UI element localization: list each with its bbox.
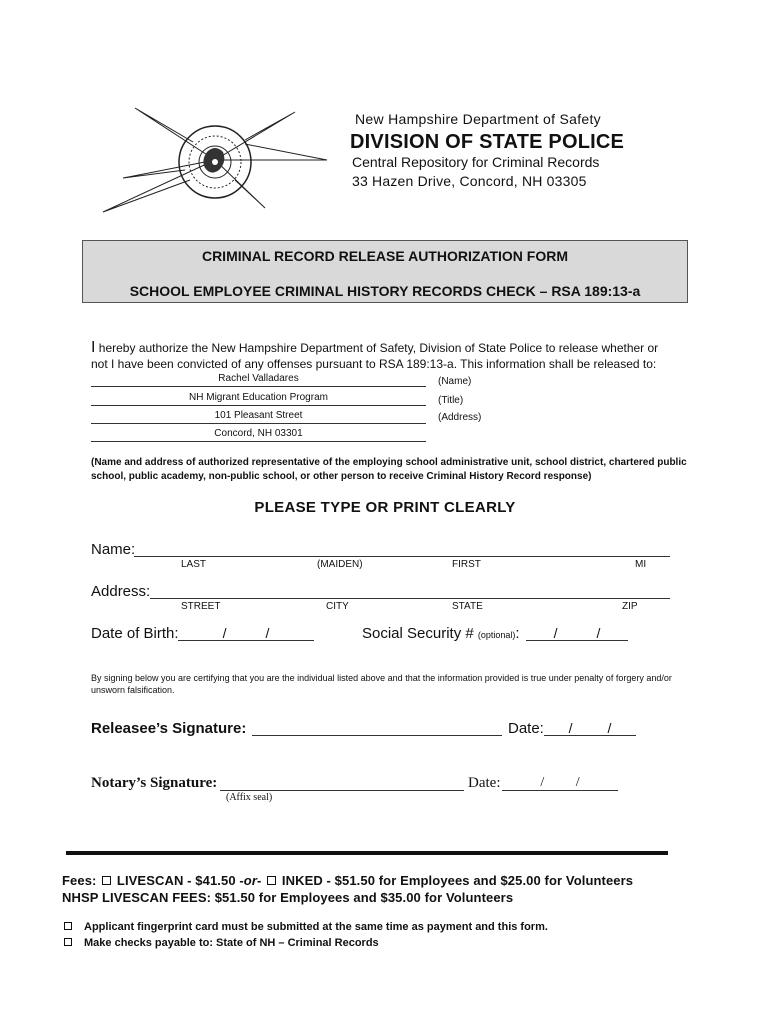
releasee-signature-field[interactable] xyxy=(252,720,502,736)
ssn-optional-note: (optional) xyxy=(477,630,516,640)
form-title: CRIMINAL RECORD RELEASE AUTHORIZATION FORM xyxy=(201,248,569,264)
department-address: 33 Hazen Drive, Concord, NH 03305 xyxy=(352,173,587,189)
print-clearly-heading: PLEASE TYPE OR PRINT CLEARLY xyxy=(254,499,516,516)
name-mi-caption: MI xyxy=(635,559,647,570)
ssn-input[interactable]: / / xyxy=(526,625,628,641)
inked-fee: INKED - $51.50 for Employees and $25.00 for Volunteers xyxy=(281,873,634,888)
department-name: New Hampshire Department of Safety xyxy=(355,111,601,127)
livescan-fee: LIVESCAN - $41.50 - xyxy=(116,873,244,888)
ssn-label xyxy=(362,625,520,642)
form-subtitle: SCHOOL EMPLOYEE CRIMINAL HISTORY RECORDS CHECK – RSA 189:13-a xyxy=(129,283,641,299)
instruction-item xyxy=(64,921,548,933)
repository-name: Central Repository for Criminal Records xyxy=(352,154,600,170)
nhsp-fees-line: NHSP LIVESCAN FEES: $51.50 for Employees and $35.00 for Volunteers xyxy=(62,890,514,905)
name-first-caption: FIRST xyxy=(452,559,481,570)
recipient-name-label: (Name) xyxy=(438,376,472,387)
affix-seal-note: (Affix seal) xyxy=(226,792,273,803)
bullet-box-icon xyxy=(64,938,72,946)
livescan-checkbox[interactable] xyxy=(102,876,111,885)
address-state-caption: STATE xyxy=(452,601,483,612)
dob-label: Date of Birth: xyxy=(91,625,179,642)
name-maiden-caption: (MAIDEN) xyxy=(317,559,363,570)
instruction-text: Applicant fingerprint card must be submitted at the same time as payment and this form. xyxy=(84,921,548,933)
name-last-caption: LAST xyxy=(181,559,207,570)
certification-statement: By signing below you are certifying that you are the individual listed above and that the information provided is true under penalty of forgery and/or unsworn falsification. xyxy=(91,673,672,695)
releasee-date-label: Date: xyxy=(508,720,544,737)
notary-signature-label: Notary’s Signature: xyxy=(91,775,218,791)
recipient-title-field[interactable]: NH Migrant Education Program xyxy=(91,391,426,406)
name-input[interactable] xyxy=(134,541,670,557)
notary-date-label: Date: xyxy=(468,775,501,791)
recipient-title-label: (Title) xyxy=(438,395,464,406)
name-label: Name: xyxy=(91,541,136,558)
ssn-colon: : xyxy=(515,625,520,642)
authorization-line-1: hereby authorize the New Hampshire Department of Safety, Division of State Police to release whether or xyxy=(95,341,659,355)
dob-input[interactable]: / / xyxy=(178,625,314,641)
bullet-box-icon xyxy=(64,922,72,930)
fees-or: or xyxy=(243,873,257,888)
address-label: Address: xyxy=(91,583,151,600)
recipient-address-field[interactable]: 101 Pleasant Street xyxy=(91,409,426,424)
fees-line: Fees: LIVESCAN - $41.50 -or- INKED - $51.50 for Employees and $25.00 for Volunteers xyxy=(62,873,634,888)
notary-signature-field[interactable] xyxy=(220,775,464,791)
authorization-statement xyxy=(91,340,691,372)
address-street-caption: STREET xyxy=(181,601,221,612)
releasee-signature-label: Releasee’s Signature: xyxy=(91,720,247,737)
state-police-badge-icon xyxy=(95,100,335,220)
address-zip-caption: ZIP xyxy=(622,601,638,612)
inked-checkbox[interactable] xyxy=(267,876,276,885)
instruction-item xyxy=(64,937,379,949)
releasee-date-field[interactable]: / / xyxy=(544,720,636,736)
section-divider xyxy=(66,851,668,855)
ssn-label-text: Social Security # xyxy=(362,625,474,642)
address-input[interactable] xyxy=(150,583,670,599)
authorization-first-letter: I xyxy=(91,339,96,356)
recipient-address-label: (Address) xyxy=(438,412,482,423)
recipient-name-field[interactable]: Rachel Valladares xyxy=(91,372,426,387)
address-city-caption: CITY xyxy=(326,601,349,612)
representative-note: (Name and address of authorized representative of the employing school administrative unit, school district, chartered public school, public academy, non-public school, or other person to receive Criminal History Record response) xyxy=(91,457,687,482)
fees-label: Fees: xyxy=(62,873,97,888)
division-name: DIVISION OF STATE POLICE xyxy=(350,131,625,153)
recipient-city-field[interactable]: Concord, NH 03301 xyxy=(91,427,426,442)
notary-date-field[interactable]: / / xyxy=(502,775,618,791)
authorization-line-2: not I have been convicted of any offenses pursuant to RSA 189:13-a. This information shall be released to: xyxy=(91,357,657,371)
instruction-text: Make checks payable to: State of NH – Criminal Records xyxy=(84,937,379,949)
